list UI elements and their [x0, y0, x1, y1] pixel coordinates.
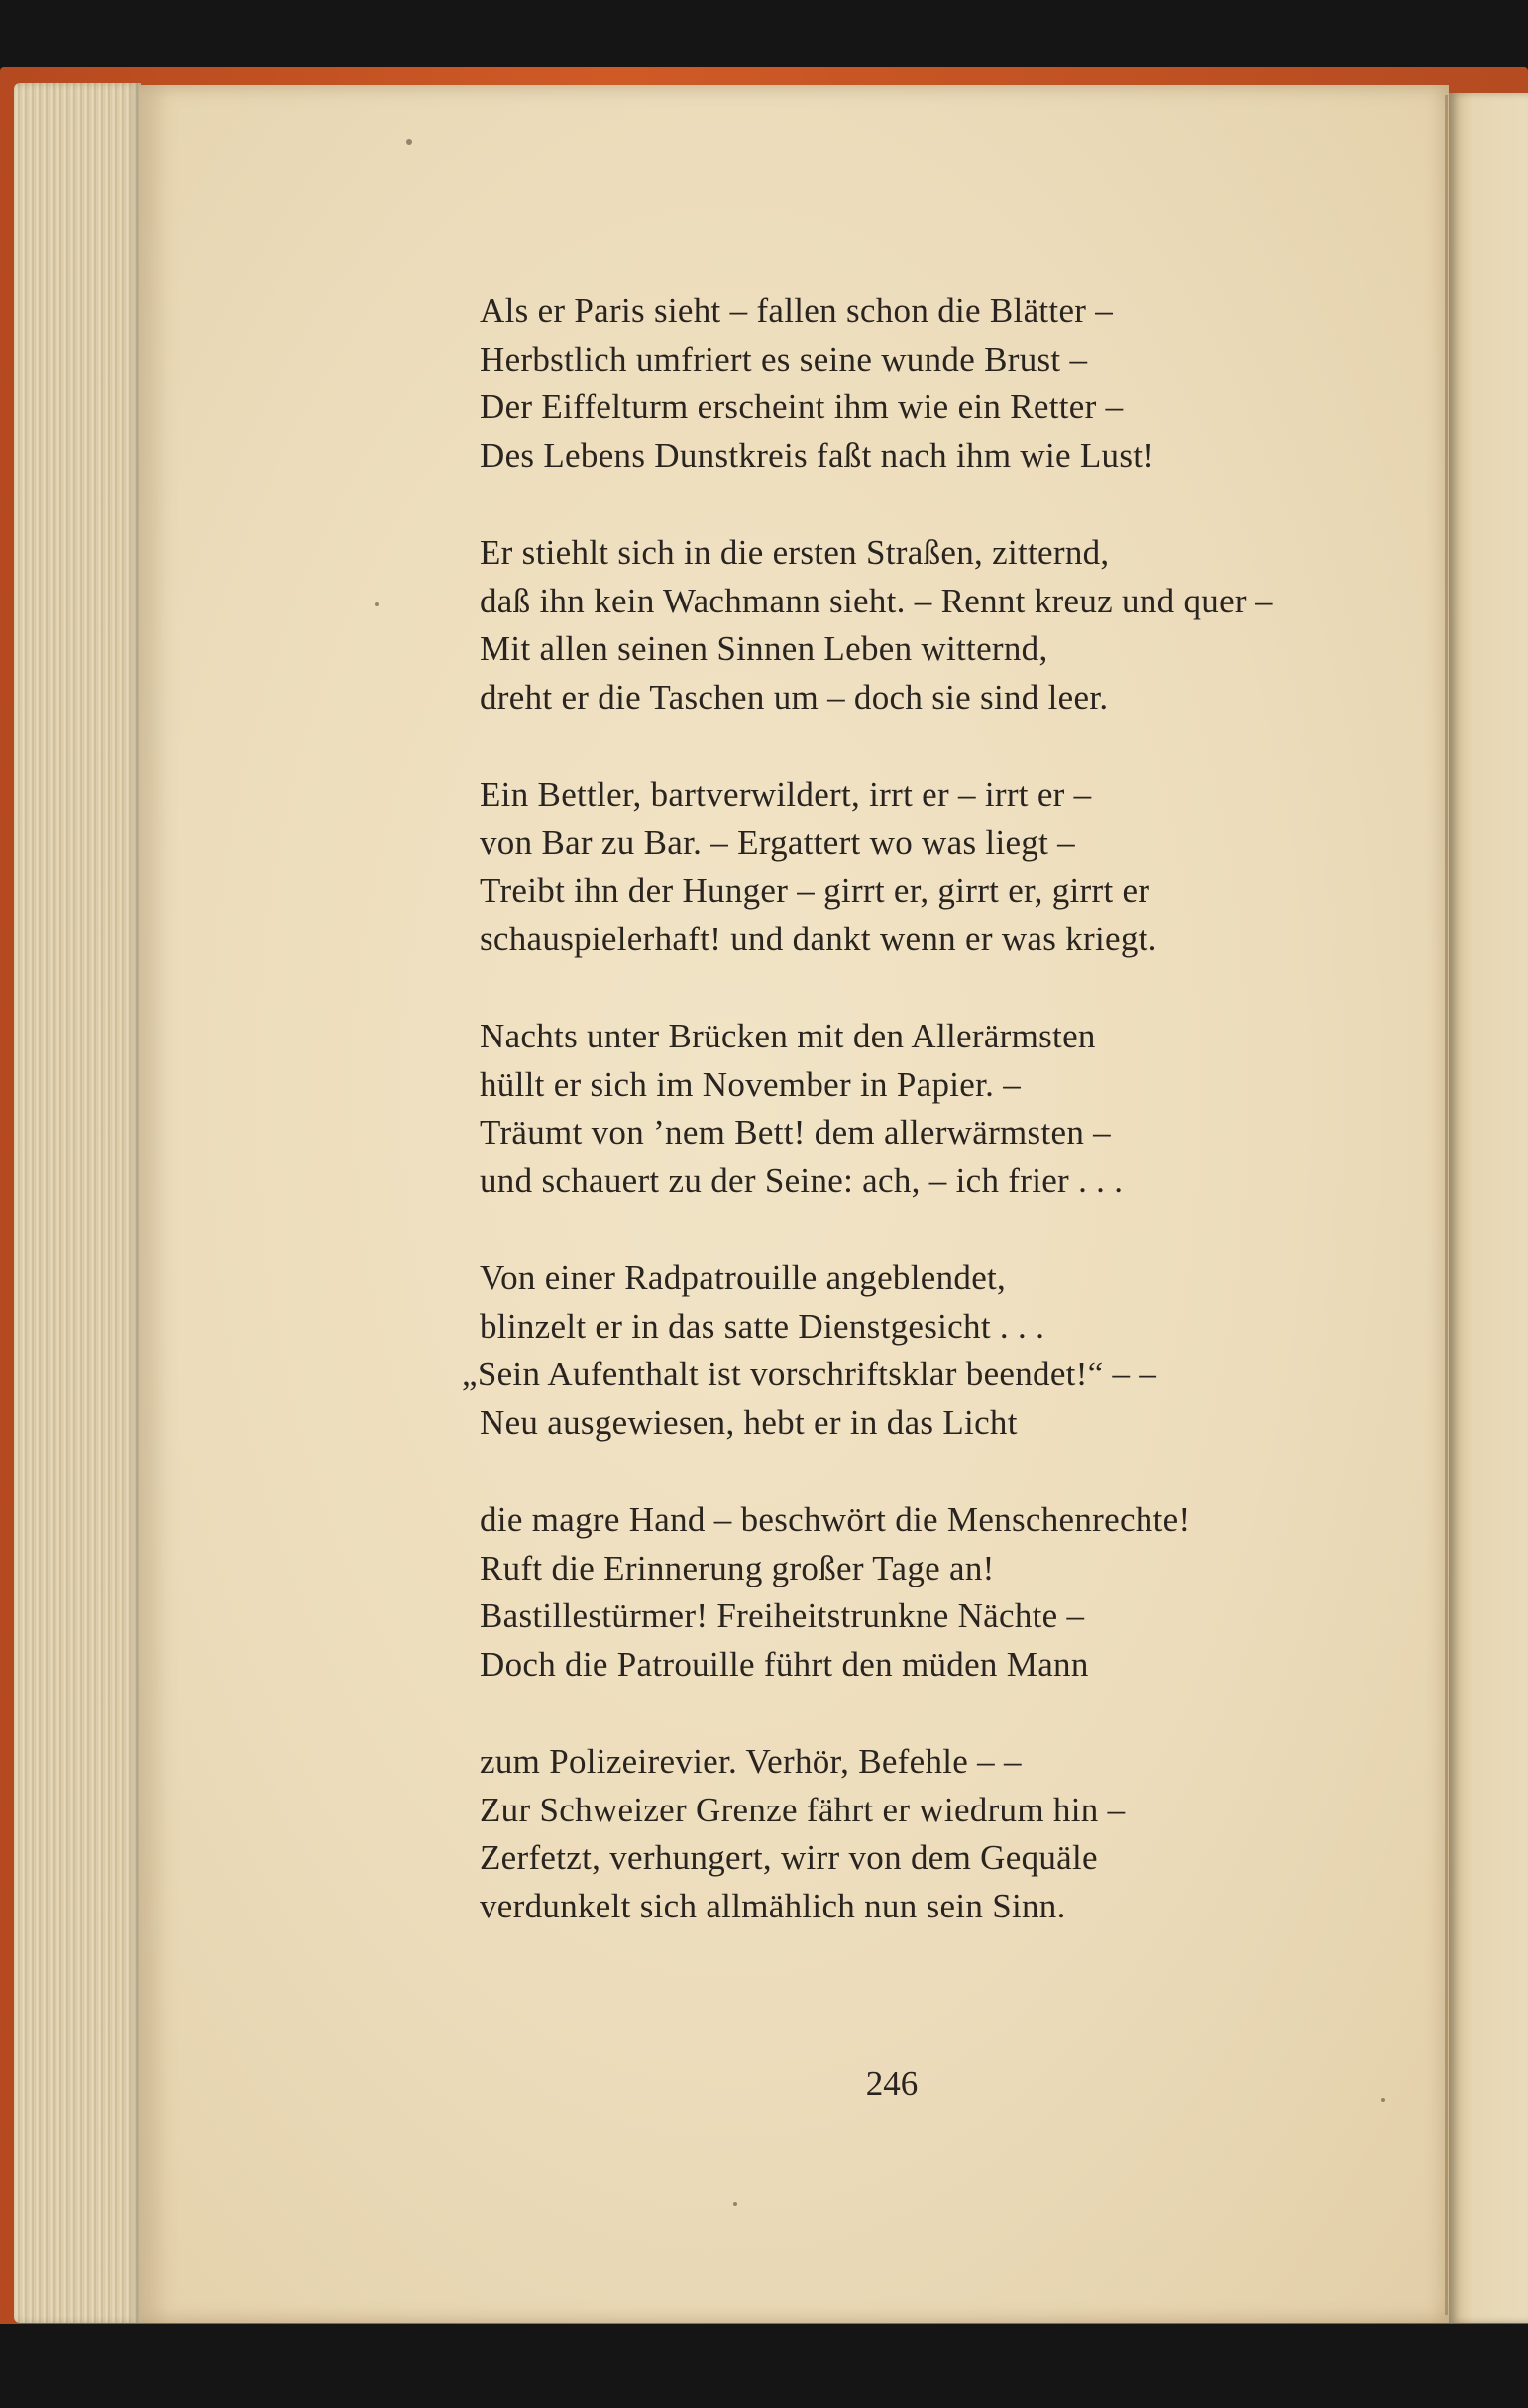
stanza	[480, 287, 1431, 480]
background-top	[0, 0, 1528, 69]
stanza	[480, 529, 1431, 721]
paper-speck	[733, 2202, 737, 2206]
facing-page-edge	[1449, 93, 1528, 2323]
stanza	[480, 1496, 1431, 1689]
stanza	[462, 1255, 1431, 1447]
poem-line: von Bar zu Bar. – Ergattert wo was liegt –	[480, 822, 1075, 862]
poem-line: Ruft die Erinnerung großer Tage an!	[480, 1548, 995, 1587]
paper-speck	[406, 139, 412, 145]
poem-line: die magre Hand – beschwört die Menschenrechte!	[480, 1500, 1191, 1539]
poem-line: blinzelt er in das satte Dienstgesicht . . .	[480, 1306, 1045, 1346]
poem-line: dreht er die Taschen um – doch sie sind leer.	[480, 677, 1109, 716]
paper-speck	[1381, 2098, 1385, 2102]
poem-line: Bastillestürmer! Freiheitstrunkne Nächte –	[480, 1596, 1085, 1635]
poem-line: Ein Bettler, bartverwildert, irrt er – irrt er –	[480, 775, 1092, 814]
poem-line: Des Lebens Dunstkreis faßt nach ihm wie Lust!	[480, 435, 1155, 475]
poem-line: Herbstlich umfriert es seine wunde Brust –	[480, 339, 1088, 379]
poem-line: Zur Schweizer Grenze fährt er wiedrum hin –	[480, 1790, 1126, 1829]
stanza	[480, 1013, 1431, 1205]
poem-line: Mit allen seinen Sinnen Leben witternd,	[480, 629, 1048, 668]
poem-line: Zerfetzt, verhungert, wirr von dem Gequäle	[480, 1838, 1098, 1877]
page-number: 246	[865, 2064, 919, 2103]
poem-line: schauspielerhaft! und dankt wenn er was kriegt.	[480, 919, 1157, 958]
stanza	[480, 771, 1431, 963]
poem-line: daß ihn kein Wachmann sieht. – Rennt kreuz und quer –	[480, 581, 1273, 620]
poem-line: Treibt ihn der Hunger – girrt er, girrt er, girrt er	[480, 871, 1150, 910]
poem-line: Neu ausgewiesen, hebt er in das Licht	[480, 1402, 1018, 1442]
paper-speck	[375, 602, 379, 606]
page-gutter	[1445, 95, 1448, 2315]
poem-line: Träumt von ’nem Bett! dem allerwärmsten –	[480, 1113, 1111, 1151]
poem-line: und schauert zu der Seine: ach, – ich frier . . .	[480, 1160, 1124, 1200]
poem-line: Nachts unter Brücken mit den Allerärmsten	[480, 1017, 1096, 1055]
poem-line: Doch die Patrouille führt den müden Mann	[480, 1644, 1089, 1684]
poem-line: hüllt er sich im November in Papier. –	[480, 1064, 1022, 1104]
poem-line: Der Eiffelturm erscheint ihm wie ein Retter –	[480, 387, 1124, 426]
poem-line: zum Polizeirevier. Verhör, Befehle – –	[480, 1742, 1022, 1781]
poem-line: „Sein Aufenthalt ist vorschriftsklar beendet!“ – –	[462, 1355, 1157, 1393]
poem-text	[462, 287, 1431, 1980]
poem-line: Er stiehlt sich in die ersten Straßen, zitternd,	[480, 533, 1110, 572]
stanza	[480, 1738, 1431, 1930]
page-edges	[14, 83, 141, 2323]
poem-line: Als er Paris sieht – fallen schon die Blätter –	[480, 291, 1114, 330]
poem-line: Von einer Radpatrouille angeblendet,	[480, 1259, 1007, 1297]
background-bottom	[0, 2324, 1528, 2408]
poem-line: verdunkelt sich allmählich nun sein Sinn.	[480, 1886, 1066, 1925]
